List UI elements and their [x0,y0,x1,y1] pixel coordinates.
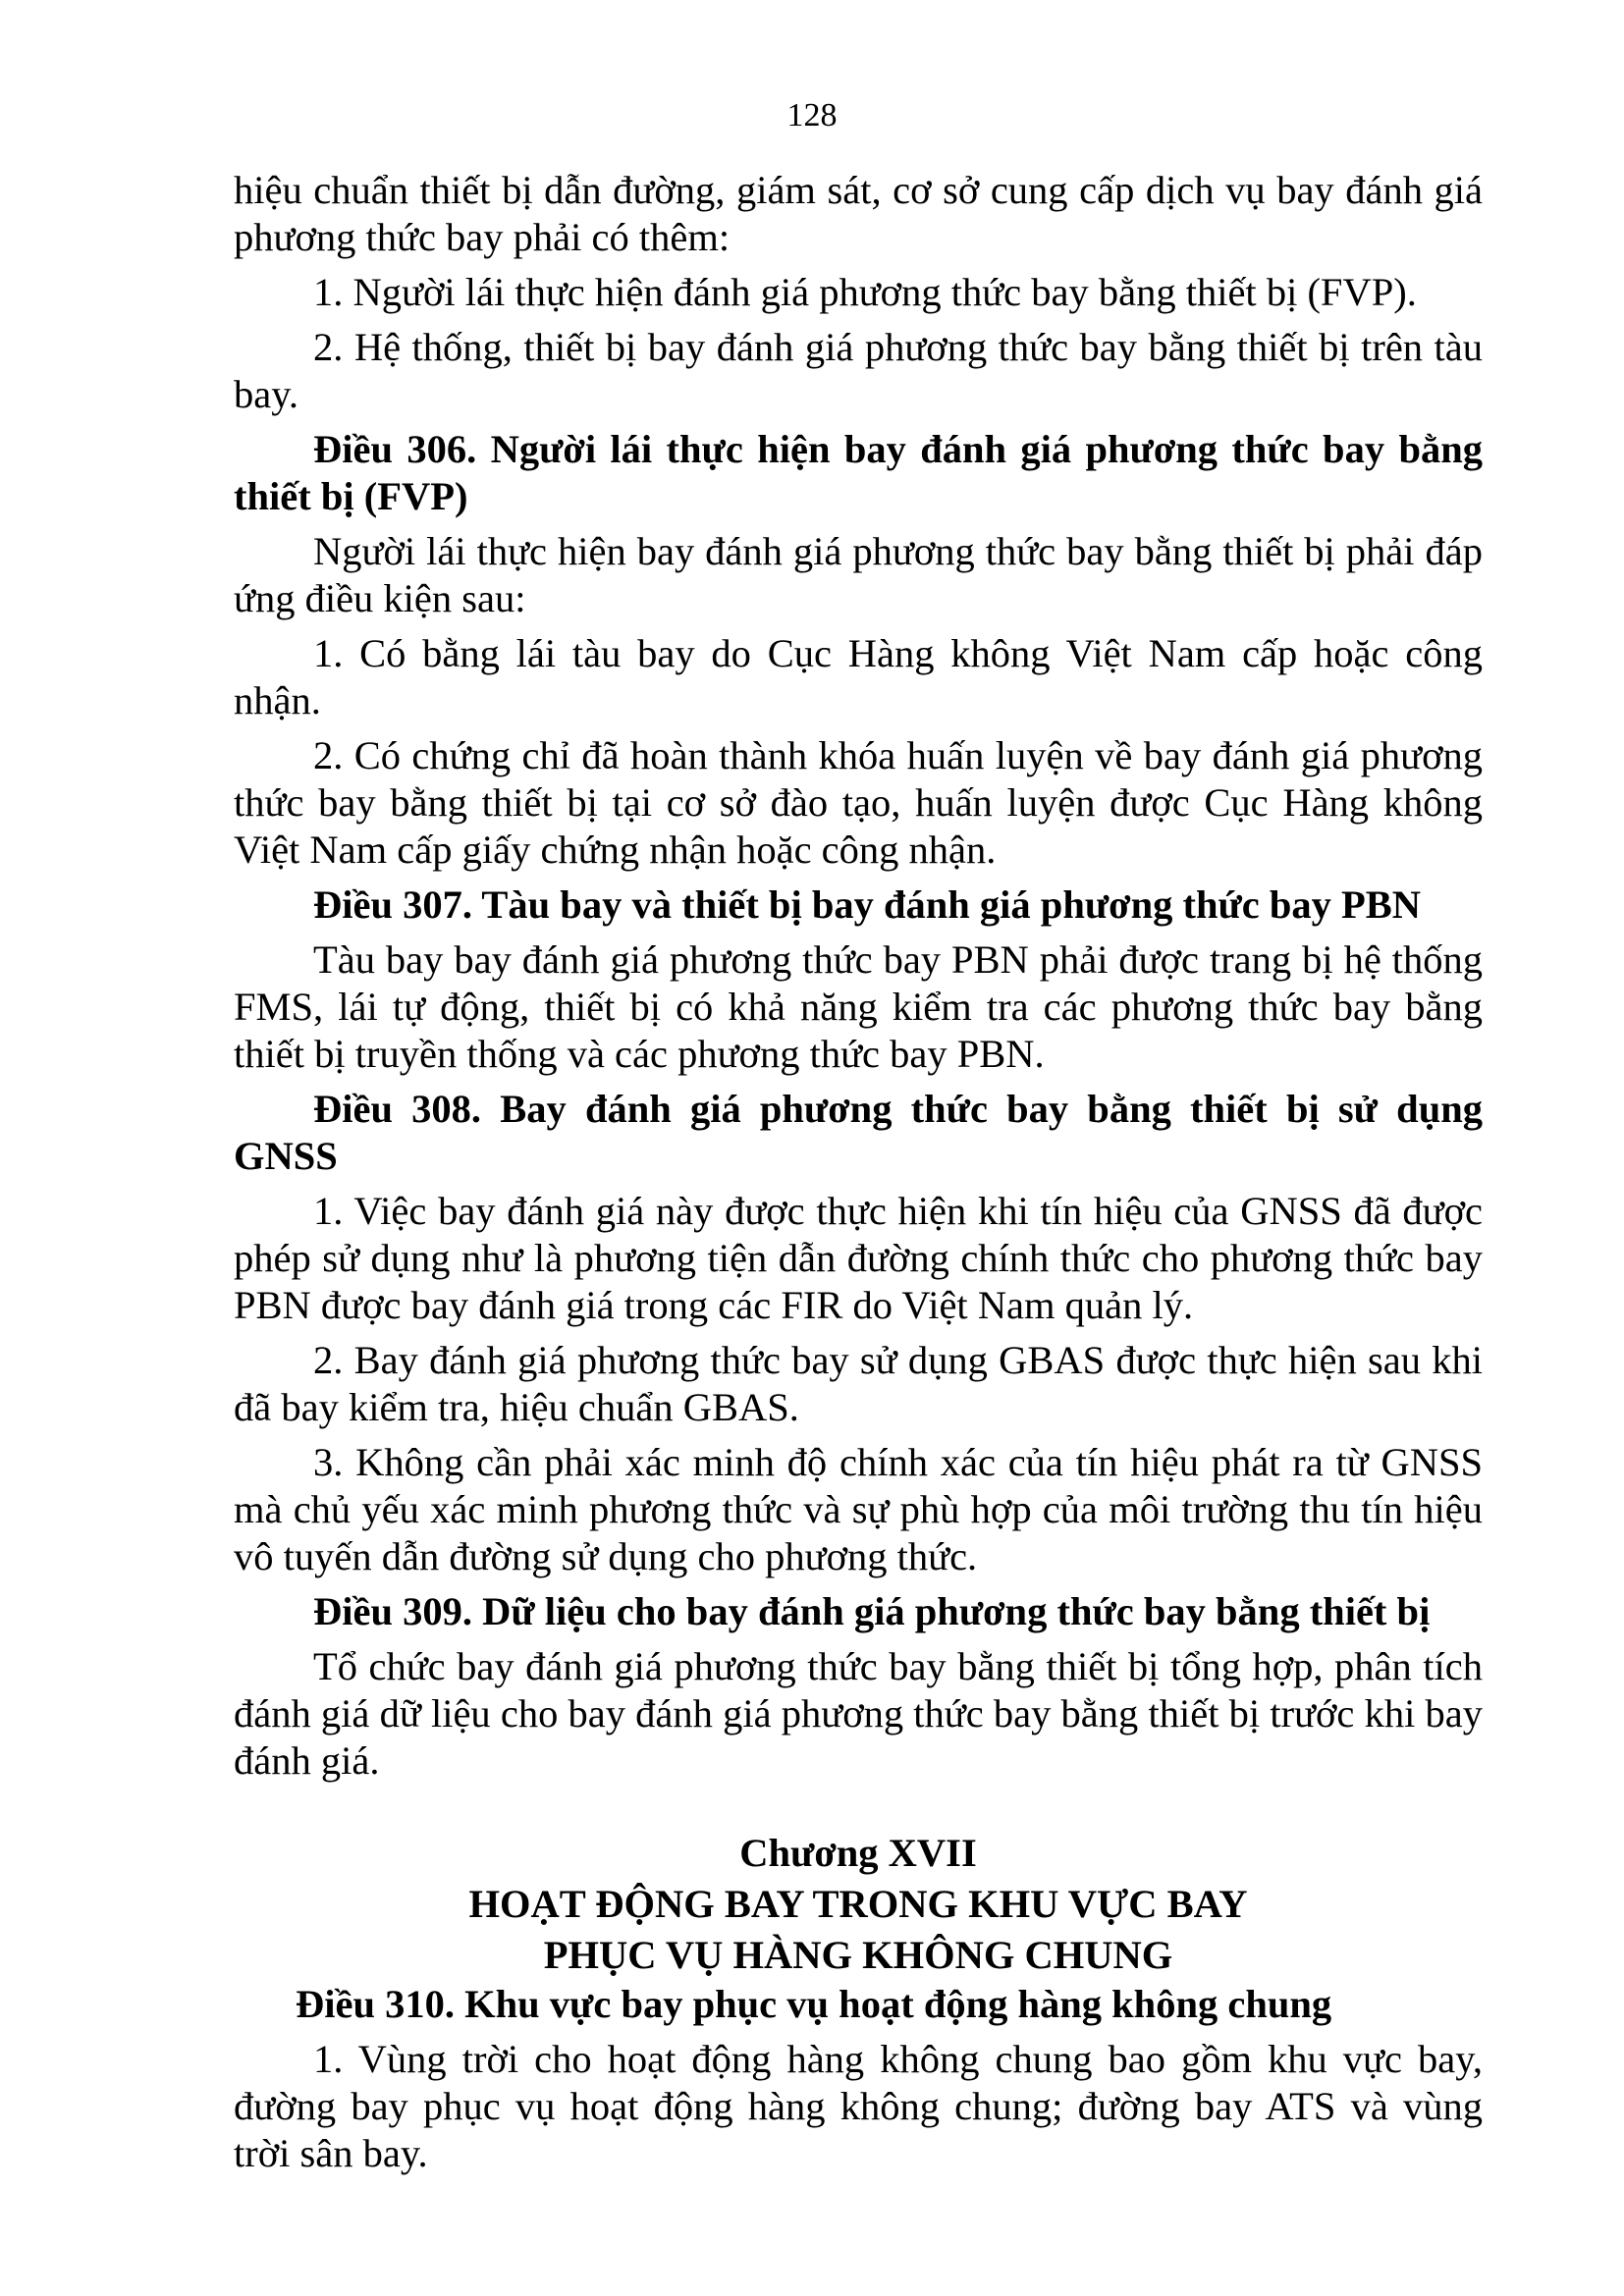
article-paragraph: 1. Việc bay đánh giá này được thực hiện khi tín hiệu của GNSS đã được phép sử dụng như là phương tiện dẫn đường chính thức cho phương thức bay PBN được bay đánh giá trong các FIR do Việt Nam quản lý. [234,1189,1483,1327]
chapter-heading [234,1828,1483,1981]
article-heading: Điều 306. Người lái thực hiện bay đánh giá phương thức bay bằng thiết bị (FVP) [234,427,1483,518]
article-heading: Điều 310. Khu vực bay phục vụ hoạt động hàng không chung [296,1982,1332,2026]
article-paragraph: 1. Vùng trời cho hoạt động hàng không chung bao gồm khu vực bay, đường bay phục vụ hoạt động hàng không chung; đường bay ATS và vùng trời sân bay. [234,2037,1483,2175]
page-number: 128 [786,97,838,133]
article-paragraph: 1. Có bằng lái tàu bay do Cục Hàng không Việt Nam cấp hoặc công nhận. [234,631,1483,722]
chapter-title-line: PHỤC VỤ HÀNG KHÔNG CHUNG [543,1933,1173,1977]
article-heading: Điều 309. Dữ liệu cho bay đánh giá phương thức bay bằng thiết bị [313,1589,1431,1633]
page-body [234,167,1483,2185]
chapter-label: Chương XVII [739,1831,977,1875]
article-paragraph: Tổ chức bay đánh giá phương thức bay bằng thiết bị tổng hợp, phân tích đánh giá dữ liệu cho bay đánh giá phương thức bay bằng thiết bị trước khi bay đánh giá. [234,1644,1483,1783]
article-paragraph: 3. Không cần phải xác minh độ chính xác của tín hiệu phát ra từ GNSS mà chủ yếu xác minh phương thức và sự phù hợp của môi trường thu tín hiệu vô tuyến dẫn đường sử dụng cho phương thức. [234,1440,1483,1578]
list-item: 1. Người lái thực hiện đánh giá phương thức bay bằng thiết bị (FVP). [313,270,1417,314]
article-paragraph: 2. Bay đánh giá phương thức bay sử dụng GBAS được thực hiện sau khi đã bay kiểm tra, hiệu chuẩn GBAS. [234,1338,1483,1429]
article-paragraph: 2. Có chứng chỉ đã hoàn thành khóa huấn luyện về bay đánh giá phương thức bay bằng thiết bị tại cơ sở đào tạo, huấn luyện được Cục Hàng không Việt Nam cấp giấy chứng nhận hoặc công nhận. [234,733,1483,872]
article-heading: Điều 308. Bay đánh giá phương thức bay bằng thiết bị sử dụng GNSS [234,1087,1483,1178]
article-paragraph: Người lái thực hiện bay đánh giá phương thức bay bằng thiết bị phải đáp ứng điều kiện sau: [234,529,1483,620]
article-heading: Điều 307. Tàu bay và thiết bị bay đánh giá phương thức bay PBN [313,882,1422,927]
chapter-title-line: HOẠT ĐỘNG BAY TRONG KHU VỰC BAY [468,1882,1248,1926]
list-item: 2. Hệ thống, thiết bị bay đánh giá phương thức bay bằng thiết bị trên tàu bay. [234,325,1483,416]
article-paragraph: Tàu bay bay đánh giá phương thức bay PBN phải được trang bị hệ thống FMS, lái tự động, thiết bị có khả năng kiểm tra các phương thức bay bằng thiết bị truyền thống và các phương thức bay PBN. [234,937,1483,1076]
continuation-paragraph: hiệu chuẩn thiết bị dẫn đường, giám sát, cơ sở cung cấp dịch vụ bay đánh giá phương thức bay phải có thêm: [234,168,1483,259]
